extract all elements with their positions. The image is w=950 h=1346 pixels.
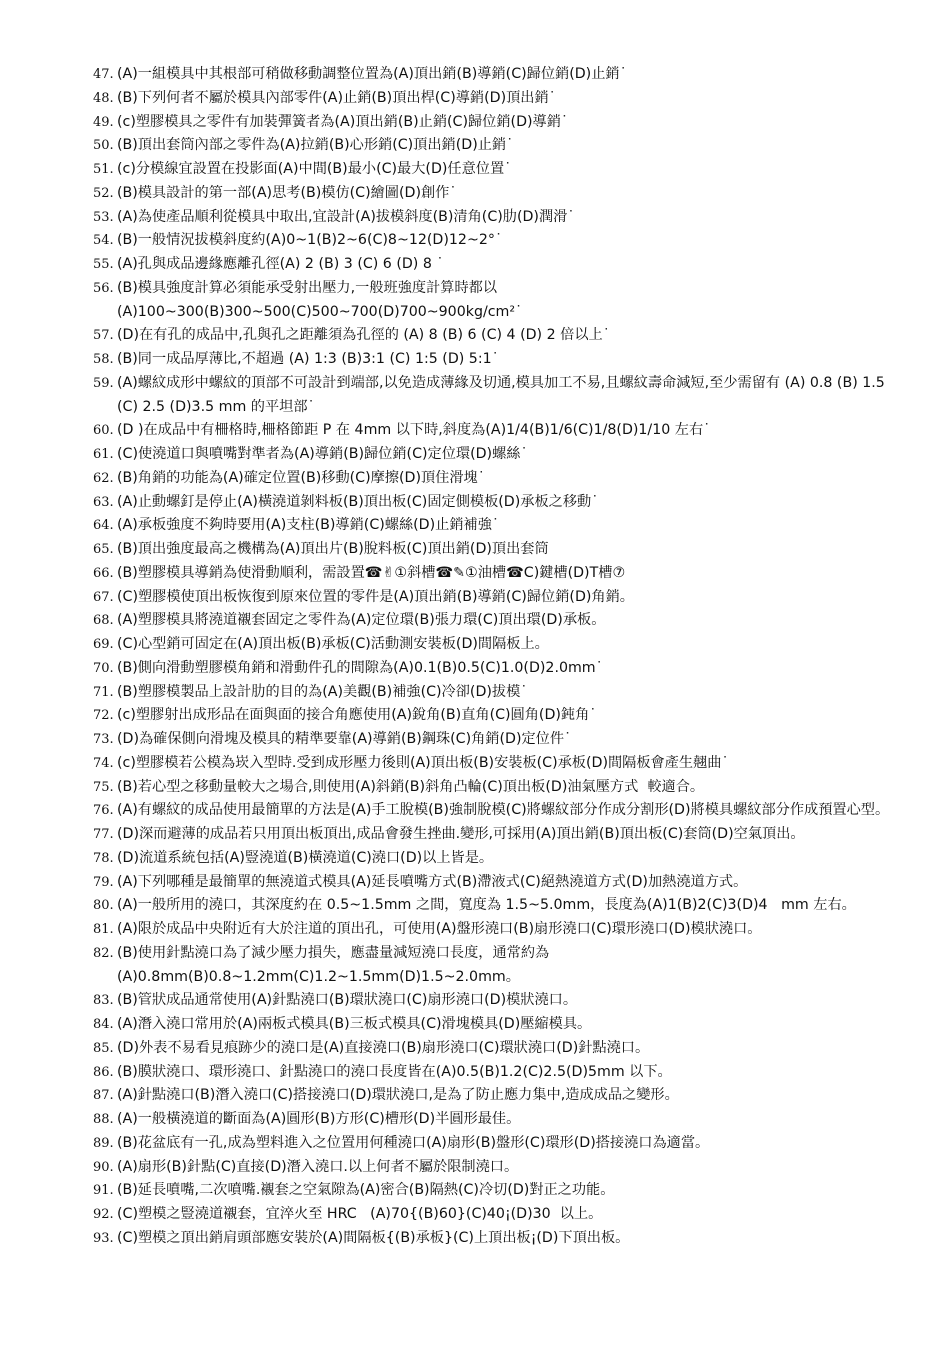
question-number: 66. — [93, 565, 114, 581]
question-text: (C)塑模之頂出銷肩頭部應安裝於(A)間隔板{(B)承板}(C)上頂出板¡(D)下頂出板。 — [117, 1229, 630, 1246]
question-number: 78. — [93, 850, 114, 866]
question-number: 75. — [93, 779, 114, 795]
question-number: 52. — [93, 185, 114, 201]
question-item — [93, 1037, 910, 1061]
question-item — [93, 111, 910, 135]
question-text: (B)角銷的功能為(A)確定位置(B)移動(C)摩擦(D)頂住滑塊˙ — [117, 469, 485, 486]
question-text: (A)有螺紋的成品使用最簡單的方法是(A)手工脫模(B)強制脫模(C)將螺紋部分作成分割形(D)將模具螺紋部分作成預置心型。 — [117, 802, 890, 819]
question-text: (A)潛入澆口常用於(A)兩板式模具(B)三板式模具(C)滑塊模具(D)壓縮模具。 — [117, 1016, 592, 1032]
question-text: (A)為使產品順利從模具中取出,宜設計(A)拔模斜度(B)清角(C)肋(D)潤滑˙ — [117, 208, 575, 225]
question-number: 71. — [93, 684, 114, 700]
question-text: (c)塑膠模具之零件有加裝彈簧者為(A)頂出銷(B)止銷(C)歸位銷(D)導銷˙ — [117, 113, 569, 130]
question-text: (B)花盆底有一孔,成為塑料進入之位置用何種澆口(A)扇形(B)盤形(C)環形(D)搭接澆口為適當。 — [117, 1134, 710, 1151]
question-text: (A)孔與成品邊緣應離孔徑(A) 2 (B) 3 (C) 6 (D) 8 ˙ — [117, 256, 444, 272]
question-number: 50. — [93, 138, 114, 154]
question-item — [93, 871, 910, 895]
question-number: 48. — [93, 90, 114, 106]
question-text: (c)塑膠射出成形品在面與面的接合角應使用(A)銳角(B)直角(C)圓角(D)鈍角˙ — [117, 707, 597, 724]
question-number: 67. — [93, 589, 114, 605]
question-item — [93, 942, 910, 990]
question-number: 86. — [93, 1064, 114, 1080]
question-item — [93, 158, 910, 182]
question-number: 70. — [93, 660, 114, 676]
question-text: (c)塑膠模若公模為崁入型時.受到成形壓力後則(A)頂出板(B)安裝板(C)承板(D)間隔板會產生翹曲˙ — [117, 754, 729, 771]
question-text: (B)管狀成品通常使用(A)針點澆口(B)環狀澆口(C)扇形澆口(D)模狀澆口。 — [117, 992, 578, 1009]
question-text: (A)一般所用的澆口，其深度約在 0.5~1.5mm 之間，寬度為 1.5~5.0mm，長度為(A)1(B)2(C)3(D)4 mm 左右。 — [117, 897, 856, 914]
question-text: (A)承板強度不夠時要用(A)支柱(B)導銷(C)螺絲(D)止銷補強˙ — [117, 517, 499, 534]
question-number: 55. — [93, 257, 114, 272]
question-number: 64. — [93, 518, 114, 534]
question-item — [93, 847, 910, 871]
question-item — [93, 1179, 910, 1203]
question-item — [93, 728, 910, 752]
question-item — [93, 704, 910, 728]
question-item — [93, 1132, 910, 1156]
question-number: 47. — [93, 67, 114, 82]
question-text: (A)一般橫澆道的斷面為(A)圓形(B)方形(C)槽形(D)半圓形最佳。 — [117, 1111, 521, 1127]
question-number: 49. — [93, 114, 114, 130]
question-item — [93, 562, 910, 586]
question-item — [93, 206, 910, 230]
question-text: (A)針點澆口(B)潛入澆口(C)搭接澆口(D)環狀澆口,是為了防止應力集中,造成成品之變形。 — [117, 1087, 679, 1104]
question-number: 83. — [93, 993, 114, 1009]
question-number: 74. — [93, 755, 114, 771]
question-text: (B)頂出強度最高之機構為(A)頂出片(B)脫料板(C)頂出銷(D)頂出套筒 — [117, 541, 549, 557]
question-number: 58. — [93, 352, 114, 367]
question-text: (C)使澆道口與噴嘴對準者為(A)導銷(B)歸位銷(C)定位環(D)螺絲˙ — [117, 446, 528, 462]
question-text: (B)側向滑動塑膠模角銷和滑動件孔的間隙為(A)0.1(B)0.5(C)1.0(D)2.0mm˙ — [117, 659, 603, 676]
question-number: 93. — [93, 1230, 114, 1246]
question-number: 68. — [93, 613, 114, 629]
question-text: (B)模具強度計算必須能承受射出壓力,一般班強度計算時都以 (A)100~300(B)300~500(C)500~700(D)700~900kg/cm²˙ — [117, 279, 523, 320]
question-number: 54. — [93, 233, 114, 249]
question-item — [93, 1203, 910, 1227]
question-text: (B)模具設計的第一部(A)思考(B)模仿(C)繪圖(D)創作˙ — [117, 184, 457, 201]
question-text: (A)限於成品中央附近有大於注道的頂出孔，可使用(A)盤形澆口(B)扇形澆口(C)環形澆口(D)模狀澆口。 — [117, 921, 762, 937]
question-item — [93, 1084, 910, 1108]
question-text: (D)在有孔的成品中,孔與孔之距離須為孔徑的 (A) 8 (B) 6 (C) 4 (D) 2 倍以上˙ — [117, 327, 610, 344]
question-list — [93, 63, 910, 1251]
question-item — [93, 586, 910, 610]
question-number: 91. — [93, 1183, 114, 1199]
question-item — [93, 1156, 910, 1180]
question-item — [93, 1227, 910, 1251]
question-text: (D)深而避薄的成品若只用頂出板頂出,成品會發生挫曲.變形,可採用(A)頂出銷(B)頂出板(C)套筒(D)空氣頂出。 — [117, 826, 805, 842]
question-number: 90. — [93, 1159, 114, 1175]
question-item — [93, 657, 910, 681]
question-number: 73. — [93, 732, 114, 747]
question-item — [93, 324, 910, 348]
question-text: (C)塑膠模使頂出板恢復到原來位置的零件是(A)頂出銷(B)導銷(C)歸位銷(D)角銷。 — [117, 588, 634, 605]
question-text: (B)塑膠模製品上設計肋的目的為(A)美觀(B)補強(C)冷卻(D)拔模˙ — [117, 683, 528, 700]
question-number: 61. — [93, 447, 114, 462]
question-item — [93, 491, 910, 515]
question-item — [93, 87, 910, 111]
question-text: (D)流道系統包括(A)豎澆道(B)橫澆道(C)澆口(D)以上皆是。 — [117, 849, 494, 866]
question-number: 51. — [93, 162, 114, 177]
question-item — [93, 1108, 910, 1132]
question-item — [93, 277, 910, 325]
question-item — [93, 372, 910, 420]
question-text: (B)若心型之移動量較大之場合,則使用(A)斜銷(B)斜角凸輪(C)頂出板(D)油氣壓方式 較適合。 — [117, 778, 705, 795]
question-item — [93, 1061, 910, 1085]
question-text: (A)扇形(B)針點(C)直接(D)潛入澆口.以上何者不屬於限制澆口。 — [117, 1158, 519, 1175]
question-item — [93, 538, 910, 562]
question-text: (B)延長噴嘴,二次噴嘴.襯套之空氣隙為(A)密合(B)隔熱(C)冷切(D)對正之功能。 — [117, 1182, 615, 1199]
question-text: (D)外表不易看見痕跡少的澆口是(A)直接澆口(B)扇形澆口(C)環狀澆口(D)針點澆口。 — [117, 1039, 650, 1056]
question-number: 84. — [93, 1017, 114, 1032]
question-text: (A)下列哪種是最簡單的無澆道式模具(A)延長噴嘴方式(B)滯液式(C)絕熱澆道方式(D)加熱澆道方式。 — [117, 873, 748, 890]
question-text: (B)塑膠模具導銷為使滑動順利，需設置☎✌①斜槽☎✎①油槽☎C)鍵槽(D)T槽⑦ — [117, 564, 626, 581]
question-number: 92. — [93, 1207, 114, 1222]
question-number: 82. — [93, 945, 114, 961]
question-number: 88. — [93, 1112, 114, 1127]
question-number: 63. — [93, 494, 114, 510]
question-item — [93, 799, 910, 823]
question-number: 53. — [93, 209, 114, 225]
question-number: 72. — [93, 708, 114, 724]
question-item — [93, 918, 910, 942]
question-number: 57. — [93, 328, 114, 344]
question-text: (c)分模線宜設置在投影面(A)中間(B)最小(C)最大(D)任意位置˙ — [117, 161, 512, 177]
question-text: (B)同一成品厚薄比,不超過 (A) 1:3 (B)3:1 (C) 1:5 (D) 5:1˙ — [117, 351, 499, 367]
question-text: (D )在成品中有柵格時,柵格節距 P 在 4mm 以下時,斜度為(A)1/4(B)1/6(C)1/8(D)1/10 左右˙ — [117, 422, 711, 439]
question-number: 76. — [93, 803, 114, 819]
question-text: (B)一般情況拔模斜度約(A)0~1(B)2~6(C)8~12(D)12~2°˙ — [117, 232, 503, 249]
question-text: (A)止動螺釘是停止(A)橫澆道剝料板(B)頂出板(C)固定側模板(D)承板之移動˙ — [117, 493, 599, 510]
question-item — [93, 776, 910, 800]
question-text: (A)螺紋成形中螺紋的頂部不可設計到端部,以免造成薄緣及切通,模具加工不易,且螺紋壽命減短,至少需留有 (A) 0.8 (B) 1.5 (C) 2.5 (D)3.5 mm 的平坦部˙ — [117, 374, 890, 415]
question-number: 69. — [93, 637, 114, 652]
question-number: 85. — [93, 1040, 114, 1056]
question-item — [93, 752, 910, 776]
question-item — [93, 182, 910, 206]
question-item — [93, 467, 910, 491]
question-item — [93, 63, 910, 87]
question-item — [93, 229, 910, 253]
question-number: 60. — [93, 423, 114, 439]
question-number: 62. — [93, 470, 114, 486]
question-item — [93, 894, 910, 918]
question-item — [93, 419, 910, 443]
question-number: 65. — [93, 542, 114, 557]
question-item — [93, 348, 910, 372]
question-text: (B)使用針點澆口為了減少壓力損失，應盡量減短澆口長度，通常約為 (A)0.8mm(B)0.8~1.2mm(C)1.2~1.5mm(D)1.5~2.0mm。 — [117, 944, 550, 985]
question-number: 89. — [93, 1135, 114, 1151]
question-number: 87. — [93, 1088, 114, 1104]
question-item — [93, 253, 910, 277]
question-number: 79. — [93, 874, 114, 890]
question-item — [93, 989, 910, 1013]
question-item — [93, 1013, 910, 1037]
question-text: (B)下列何者不屬於模具內部零件(A)止銷(B)頂出桿(C)導銷(D)頂出銷˙ — [117, 89, 556, 106]
question-text: (A)一組模具中其根部可稍做移動調整位置為(A)頂出銷(B)導銷(C)歸位銷(D)止銷˙ — [117, 66, 627, 82]
question-item — [93, 514, 910, 538]
question-item — [93, 134, 910, 158]
question-text: (B)頂出套筒內部之零件為(A)拉銷(B)心形銷(C)頂出銷(D)止銷˙ — [117, 137, 514, 154]
question-number: 80. — [93, 898, 114, 914]
question-text: (B)膜狀澆口、環形澆口、針點澆口的澆口長度皆在(A)0.5(B)1.2(C)2.5(D)5mm 以下。 — [117, 1063, 672, 1080]
question-item — [93, 681, 910, 705]
question-number: 56. — [93, 280, 114, 296]
question-item — [93, 609, 910, 633]
question-number: 81. — [93, 922, 114, 937]
question-item — [93, 633, 910, 657]
question-item — [93, 443, 910, 467]
question-text: (C)塑模之豎澆道襯套，宜淬火至 HRC (A)70{(B)60}(C)40¡(D)30 以上。 — [117, 1206, 603, 1222]
question-text: (C)心型銷可固定在(A)頂出板(B)承板(C)活動測安裝板(D)間隔板上。 — [117, 636, 549, 652]
question-text: (D)為確保側向滑塊及模具的精準要靠(A)導銷(B)鋼珠(C)角銷(D)定位件˙ — [117, 731, 572, 747]
question-number: 77. — [93, 827, 114, 842]
question-text: (A)塑膠模具將澆道襯套固定之零件為(A)定位環(B)張力環(C)頂出環(D)承板。 — [117, 612, 606, 629]
question-number: 59. — [93, 375, 114, 391]
question-item — [93, 823, 910, 847]
